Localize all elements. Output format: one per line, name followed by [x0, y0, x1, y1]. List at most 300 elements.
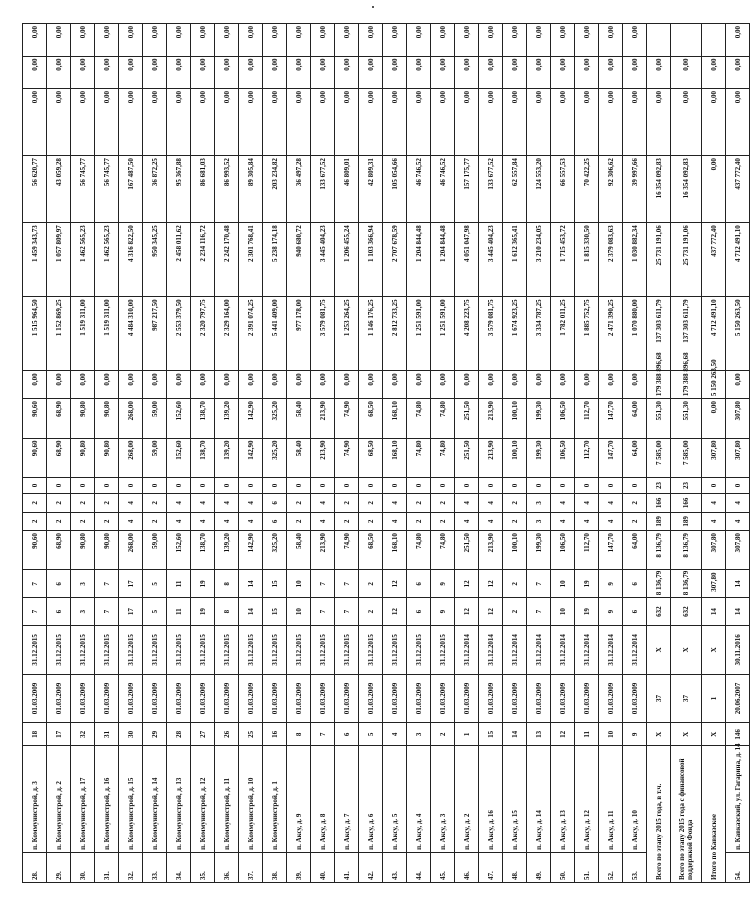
table-cell: 2: [287, 494, 311, 513]
table-cell: 5 150 263,50: [726, 297, 750, 371]
table-cell: Всего по этапу 2015 года, в т.ч.: [647, 746, 671, 883]
table-cell: 2 471 390,25: [599, 297, 623, 371]
table-cell: 0,00: [167, 56, 191, 88]
table-cell: 2: [95, 494, 119, 513]
table-cell: 2 391 074,25: [239, 297, 263, 371]
table-cell: 12: [383, 570, 407, 598]
table-cell: 0,00: [383, 88, 407, 155]
table-cell: 8: [215, 570, 239, 598]
table-cell: 1: [455, 723, 479, 746]
table-cell: 1 459 343,73: [23, 223, 47, 297]
table-cell: 179 388 896,68: [671, 371, 702, 399]
table-cell: 7: [311, 570, 335, 598]
table-cell: 147,70: [599, 531, 623, 570]
table-cell: 0,00: [383, 371, 407, 399]
table-cell: 19: [191, 598, 215, 626]
table-cell: 4 712 491,10: [702, 297, 726, 371]
table-cell: 112,70: [575, 531, 599, 570]
table-cell: 0,00: [167, 88, 191, 155]
table-cell: п. Коммунистрой, д. 14: [143, 746, 167, 853]
table-cell: 2: [503, 570, 527, 598]
table-cell: 0,00: [503, 56, 527, 88]
table-cell: 35.: [191, 852, 215, 882]
table-cell: п. Коммунистрой, д. 16: [95, 746, 119, 853]
table-cell: 74,80: [431, 531, 455, 570]
table-cell: 01.03.2009: [167, 674, 191, 723]
table-cell: 166: [671, 494, 702, 513]
table-cell: п. Коммунистрой, д. 10: [239, 746, 263, 853]
table-cell: 437 772,40: [702, 223, 726, 297]
table-cell: 0,00: [527, 24, 551, 57]
table-cell: 68,50: [359, 399, 383, 438]
table-cell: 10: [287, 570, 311, 598]
table-cell: 1 782 011,25: [551, 297, 575, 371]
table-row: [479, 24, 503, 883]
table-cell: 0,00: [431, 24, 455, 57]
table-cell: 15: [479, 723, 503, 746]
table-cell: 2: [431, 512, 455, 531]
table-cell: X: [647, 626, 671, 675]
table-cell: 6: [335, 723, 359, 746]
table-cell: 0,00: [702, 56, 726, 88]
table-cell: 0,00: [599, 24, 623, 57]
table-cell: 0,00: [119, 371, 143, 399]
table-cell: 8: [287, 723, 311, 746]
table-cell: 30.: [71, 852, 95, 882]
table-cell: 8 136,79: [671, 570, 702, 598]
table-cell: 2: [143, 512, 167, 531]
table-cell: 0,00: [455, 88, 479, 155]
table-cell: 3 210 234,05: [527, 223, 551, 297]
table-cell: 2 553 379,50: [167, 297, 191, 371]
table-cell: 5: [359, 723, 383, 746]
table-cell: 1 519 311,00: [95, 297, 119, 371]
table-cell: 1 204 844,48: [431, 223, 455, 297]
table-cell: 112,70: [575, 438, 599, 477]
table-cell: 2 320 797,75: [191, 297, 215, 371]
table-cell: п. Аксу, д. 5: [383, 746, 407, 853]
table-cell: 0,00: [359, 371, 383, 399]
table-cell: 74,80: [407, 438, 431, 477]
table-cell: 31.12.2015: [191, 626, 215, 675]
table-cell: 325,20: [263, 438, 287, 477]
table-cell: 4: [726, 494, 750, 513]
table-cell: п. Аксу, д. 15: [503, 746, 527, 853]
table-cell: 0,00: [503, 371, 527, 399]
table-cell: 29: [143, 723, 167, 746]
table-cell: 74,80: [431, 438, 455, 477]
table-cell: п. Аксу, д. 7: [335, 746, 359, 853]
table-cell: 1 146 176,25: [359, 297, 383, 371]
table-cell: 0: [551, 477, 575, 493]
table-body: [23, 24, 750, 883]
table-cell: 3 579 081,75: [311, 297, 335, 371]
table-cell: 36.: [215, 852, 239, 882]
table-cell: 01.03.2009: [191, 674, 215, 723]
table-row: [143, 24, 167, 883]
table-cell: 0,00: [47, 371, 71, 399]
table-cell: 0,00: [119, 24, 143, 57]
table-cell: 16 354 092,83: [647, 156, 671, 223]
table-cell: 0,00: [599, 371, 623, 399]
table-row: [726, 24, 750, 883]
table-cell: 01.03.2009: [263, 674, 287, 723]
table-cell: 90,80: [71, 531, 95, 570]
table-cell: 2: [407, 494, 431, 513]
table-cell: 0,00: [311, 24, 335, 57]
table-cell: 0: [503, 477, 527, 493]
table-cell: 0,00: [455, 371, 479, 399]
table-cell: 0: [455, 477, 479, 493]
table-cell: 0,00: [191, 56, 215, 88]
table-cell: 01.03.2009: [623, 674, 647, 723]
table-cell: 4 316 822,50: [119, 223, 143, 297]
table-cell: п. Аксу, д. 9: [287, 746, 311, 853]
table-cell: 59,00: [143, 399, 167, 438]
table-cell: 105 054,66: [383, 156, 407, 223]
table-cell: 01.03.2009: [23, 674, 47, 723]
table-cell: 1 103 366,94: [359, 223, 383, 297]
table-cell: 2: [503, 598, 527, 626]
table-cell: 01.03.2009: [527, 674, 551, 723]
table-cell: 1 251 591,00: [407, 297, 431, 371]
table-cell: 01.03.2009: [287, 674, 311, 723]
table-cell: 28: [167, 723, 191, 746]
table-row: [119, 24, 143, 883]
table-cell: 7: [335, 570, 359, 598]
table-cell: 0,00: [527, 88, 551, 155]
table-cell-empty: [647, 24, 671, 57]
table-cell: 950 345,25: [143, 223, 167, 297]
table-cell: 268,00: [119, 531, 143, 570]
table-cell: 0,00: [191, 88, 215, 155]
table-cell: 0,00: [71, 24, 95, 57]
table-cell: 0: [71, 477, 95, 493]
table-cell: 2: [47, 494, 71, 513]
table-cell: 90,80: [95, 438, 119, 477]
table-cell: 0,00: [503, 24, 527, 57]
table-cell: 4: [167, 494, 191, 513]
table-cell: 4: [455, 494, 479, 513]
table-cell: 37: [671, 674, 702, 723]
table-cell: 0: [239, 477, 263, 493]
table-cell: 251,50: [455, 438, 479, 477]
table-cell: 0,00: [503, 88, 527, 155]
table-cell: 2: [359, 598, 383, 626]
table-cell: 2 301 768,41: [239, 223, 263, 297]
table-cell: 14: [503, 723, 527, 746]
table-cell: 152,60: [167, 399, 191, 438]
table-cell: 133 677,52: [311, 156, 335, 223]
table-cell: 30: [119, 723, 143, 746]
table-cell: п. Аксу, д. 11: [599, 746, 623, 853]
table-cell: 89 305,84: [239, 156, 263, 223]
table-cell: 90,80: [71, 399, 95, 438]
table-cell: 90,80: [95, 399, 119, 438]
table-cell: 307,80: [702, 570, 726, 598]
table-cell: 0,00: [702, 399, 726, 438]
table-cell: 20.06.2007: [726, 674, 750, 723]
table-cell: 5 238 174,18: [263, 223, 287, 297]
table-cell: 16 354 092,83: [671, 156, 702, 223]
table-cell: 11: [167, 570, 191, 598]
table-cell: 90,60: [23, 531, 47, 570]
table-cell: 0,00: [383, 56, 407, 88]
table-cell: 146: [726, 723, 750, 746]
table-cell: 17: [47, 723, 71, 746]
table-cell: 0: [726, 477, 750, 493]
table-cell: 43.: [383, 852, 407, 882]
table-cell: п. Аксу, д. 3: [431, 746, 455, 853]
table-cell-empty: [702, 24, 726, 57]
table-cell: 7: [527, 570, 551, 598]
table-cell: 01.03.2009: [47, 674, 71, 723]
table-cell: 0,00: [527, 371, 551, 399]
table-cell: 0,00: [143, 88, 167, 155]
table-cell: 0,00: [23, 56, 47, 88]
table-cell: 0,00: [215, 371, 239, 399]
table-cell: 2: [407, 512, 431, 531]
table-cell: 32: [71, 723, 95, 746]
table-cell: 19: [191, 570, 215, 598]
table-cell: 8: [215, 598, 239, 626]
table-cell: п. Аксу, д. 8: [311, 746, 335, 853]
housing-program-table: [22, 23, 750, 883]
table-cell: п. Аксу, д. 2: [455, 746, 479, 853]
table-cell: 137 303 611,79: [647, 297, 671, 371]
table-cell: 50.: [551, 852, 575, 882]
table-cell: 31.12.2015: [23, 626, 47, 675]
table-cell: 64,00: [623, 531, 647, 570]
table-cell: 0,00: [575, 56, 599, 88]
table-cell: X: [671, 626, 702, 675]
table-cell: 0: [143, 477, 167, 493]
table-cell: 33.: [143, 852, 167, 882]
table-cell: 3: [71, 570, 95, 598]
table-cell: 0,00: [726, 371, 750, 399]
table-cell: 27: [191, 723, 215, 746]
table-cell: 31.12.2014: [479, 626, 503, 675]
table-cell: X: [702, 723, 726, 746]
table-cell: 0,00: [239, 56, 263, 88]
table-cell: 01.03.2009: [359, 674, 383, 723]
table-cell: 31: [95, 723, 119, 746]
table-cell: 325,20: [263, 531, 287, 570]
table-cell: 0,00: [47, 24, 71, 57]
table-cell: 307,80: [702, 438, 726, 477]
table-cell: 31.12.2015: [311, 626, 335, 675]
table-cell: 307,80: [726, 531, 750, 570]
table-cell: 437 772,40: [726, 156, 750, 223]
table-cell: 138,70: [191, 438, 215, 477]
table-cell: 01.03.2009: [455, 674, 479, 723]
table-cell: 1 715 453,72: [551, 223, 575, 297]
table-cell: 0: [702, 477, 726, 493]
table-cell: п. Коммунистрой, д. 12: [191, 746, 215, 853]
table-cell: 0: [479, 477, 503, 493]
table-cell: 12: [479, 570, 503, 598]
table-cell: 213,90: [311, 531, 335, 570]
table-cell: 01.03.2009: [71, 674, 95, 723]
table-cell: 4: [455, 512, 479, 531]
table-cell: п. Коммунистрой, д. 13: [167, 746, 191, 853]
table-cell: 2 812 733,25: [383, 297, 407, 371]
table-cell: 138,70: [191, 399, 215, 438]
table-cell: 9: [431, 570, 455, 598]
table-cell: 3 579 081,75: [479, 297, 503, 371]
table-cell: 23: [671, 477, 702, 493]
table-cell: 0,00: [407, 56, 431, 88]
table-cell: 2 707 678,59: [383, 223, 407, 297]
table-cell: 0,00: [551, 371, 575, 399]
table-cell: 0,00: [23, 371, 47, 399]
table-cell: 0,00: [287, 88, 311, 155]
table-cell: 2: [623, 494, 647, 513]
table-cell: 6: [623, 570, 647, 598]
table-cell: п. Коммунистрой, д. 3: [23, 746, 47, 853]
table-cell: 0,00: [726, 56, 750, 88]
table-cell: 133 677,52: [479, 156, 503, 223]
table-cell: 47.: [479, 852, 503, 882]
table-cell: 5 150 263,50: [702, 371, 726, 399]
table-cell: 10: [599, 723, 623, 746]
table-cell: 4: [167, 512, 191, 531]
table-row: [623, 24, 647, 883]
table-cell: 2: [71, 512, 95, 531]
table-cell: 54.: [726, 852, 750, 882]
table-cell: 19: [575, 570, 599, 598]
table-cell: п. Коммунистрой, д. 11: [215, 746, 239, 853]
table-cell: 3: [407, 723, 431, 746]
table-cell: 0,00: [479, 24, 503, 57]
table-cell: 0,00: [215, 56, 239, 88]
table-cell: 0,00: [335, 88, 359, 155]
table-cell: 90,60: [23, 399, 47, 438]
table-cell: п. Коммунистрой, д. 15: [119, 746, 143, 853]
table-cell: 0,00: [575, 371, 599, 399]
table-cell: 31.12.2015: [407, 626, 431, 675]
table-cell: X: [647, 723, 671, 746]
table-cell: 0: [311, 477, 335, 493]
table-cell: 0,00: [726, 88, 750, 155]
table-cell: 6: [263, 512, 287, 531]
table-cell: 3 445 404,23: [311, 223, 335, 297]
table-cell: 2: [95, 512, 119, 531]
table-cell: 325,20: [263, 399, 287, 438]
table-cell: 2: [335, 512, 359, 531]
table-cell: 31.12.2015: [239, 626, 263, 675]
table-cell: 32.: [119, 852, 143, 882]
table-cell: 0,00: [623, 24, 647, 57]
table-cell: 0,00: [239, 24, 263, 57]
table-cell: 59,00: [143, 531, 167, 570]
table-cell: 0,00: [119, 56, 143, 88]
table-cell: 0: [599, 477, 623, 493]
table-row: [311, 24, 335, 883]
table-cell: 0,00: [335, 24, 359, 57]
table-cell: 0,00: [143, 24, 167, 57]
table-cell: 106,50: [551, 399, 575, 438]
table-cell: 18: [23, 723, 47, 746]
table-cell: 4: [702, 494, 726, 513]
table-cell: 0: [527, 477, 551, 493]
table-cell: 13: [527, 723, 551, 746]
table-cell: п. Аксу, д. 16: [479, 746, 503, 853]
table-cell: 10: [287, 598, 311, 626]
table-cell: 0,00: [671, 56, 702, 88]
table-cell: 4: [239, 512, 263, 531]
table-cell: 0,00: [167, 371, 191, 399]
table-cell: 940 680,72: [287, 223, 311, 297]
table-cell: 2 242 170,48: [215, 223, 239, 297]
table-cell: 9: [623, 723, 647, 746]
table-cell: 51.: [575, 852, 599, 882]
table-cell: 0,00: [95, 371, 119, 399]
table-cell: 10: [551, 598, 575, 626]
table-cell: 44.: [407, 852, 431, 882]
table-cell: 0,00: [263, 56, 287, 88]
table-cell: 0,00: [143, 56, 167, 88]
table-cell: 0,00: [479, 56, 503, 88]
table-cell: 0,00: [551, 88, 575, 155]
table-cell: 2 234 116,72: [191, 223, 215, 297]
table-cell: 6: [263, 494, 287, 513]
table-cell: 199,30: [527, 531, 551, 570]
table-row: [167, 24, 191, 883]
table-cell: 2: [359, 494, 383, 513]
table-cell: 46.: [455, 852, 479, 882]
table-cell: 74,80: [407, 531, 431, 570]
table-cell: 01.03.2009: [311, 674, 335, 723]
table-cell: 1 515 964,50: [23, 297, 47, 371]
table-cell: 0,00: [95, 88, 119, 155]
table-cell: 31.: [95, 852, 119, 882]
table-cell: 0,00: [335, 56, 359, 88]
table-cell: 0: [575, 477, 599, 493]
table-row: [503, 24, 527, 883]
table-cell: 0,00: [359, 24, 383, 57]
table-cell: 0,00: [23, 88, 47, 155]
table-cell: 100,10: [503, 399, 527, 438]
table-cell: 01.03.2009: [407, 674, 431, 723]
table-row: [215, 24, 239, 883]
table-cell: 307,80: [702, 531, 726, 570]
table-cell: 68,90: [47, 438, 71, 477]
table-cell: 01.03.2009: [575, 674, 599, 723]
table-cell: 0,00: [263, 371, 287, 399]
table-cell: 7 585,00: [647, 438, 671, 477]
table-cell: 4: [311, 494, 335, 513]
table-cell: 5: [143, 598, 167, 626]
table-cell: 4: [551, 494, 575, 513]
table-cell: 147,70: [599, 399, 623, 438]
table-cell: 987 217,50: [143, 297, 167, 371]
table-cell: 12: [455, 570, 479, 598]
table-cell: 0,00: [599, 56, 623, 88]
table-cell: 0,00: [383, 24, 407, 57]
table-cell: 4: [215, 494, 239, 513]
table-cell: 31.12.2015: [335, 626, 359, 675]
table-cell: 14: [239, 598, 263, 626]
table-cell: 8 136,79: [671, 531, 702, 570]
table-cell: 31.12.2014: [527, 626, 551, 675]
table-total-row: [702, 24, 726, 883]
table-cell: 152,60: [167, 438, 191, 477]
table-cell: 01.03.2009: [551, 674, 575, 723]
table-cell: 2: [143, 494, 167, 513]
table-cell: 23: [647, 477, 671, 493]
table-cell: 152,60: [167, 531, 191, 570]
